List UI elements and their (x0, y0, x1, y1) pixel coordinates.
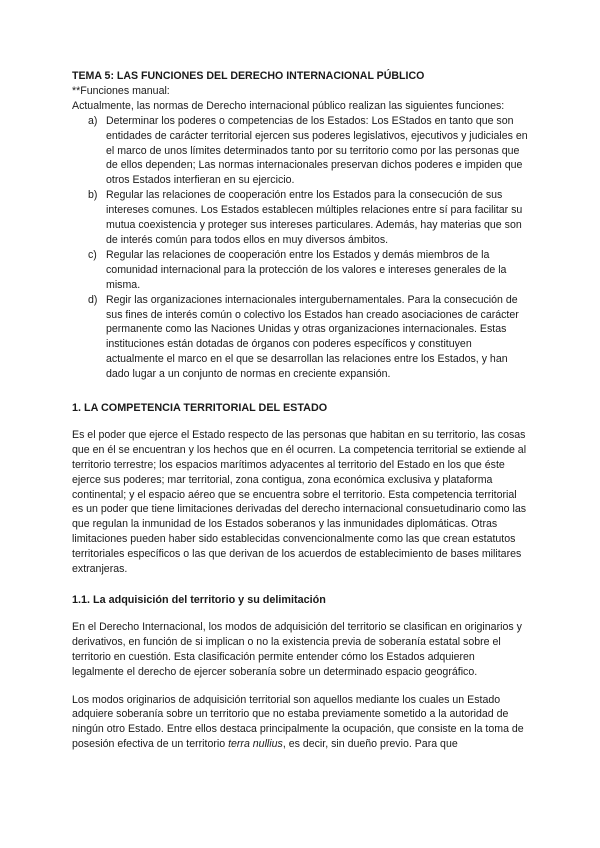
subtitle: **Funciones manual: (72, 84, 170, 97)
subsection-heading: 1.1. La adquisición del territorio y su delimitación (72, 594, 326, 606)
list-item (72, 248, 528, 293)
subsection-paragraph: En el Derecho Internacional, los modos de adquisición del territorio se clasifican en originarios y derivativos, en función de si implican o no la existencia previa de soberanía estatal sobre el territorio en cuestión. Esta clasificación permite entender cómo los Estados adquieren legalmente el derecho de ejercer soberanía sobre un determinado espacio geográfico. (72, 620, 522, 678)
paragraph-text: , es decir, sin dueño previo. Para que (282, 738, 458, 751)
document-body (72, 69, 528, 752)
list-item (72, 114, 528, 189)
intro-paragraph: Actualmente, las normas de Derecho internacional público realizan las siguientes funciones: (72, 99, 505, 112)
list-marker: c) (88, 248, 97, 261)
list-item (72, 188, 528, 248)
list-marker: b) (88, 189, 98, 202)
subsection-paragraph (72, 693, 528, 753)
paragraph-text: Los modos originarios de adquisición territorial son aquellos mediante los cuales un Estado adquiere soberanía sobre un territorio que no estaba previamente sometido a la autoridad de ningún otro Estado. Entre ellos destaca principalmente la ocupación, que consiste en la toma de posesión efectiva de un territorio (72, 693, 524, 751)
list-item-text: Regular las relaciones de cooperación entre los Estados para la consecución de sus intereses comunes. Los Estados establecen múltiples relaciones entre sí para facilitar su mutua coexistencia y proteger sus intereses particulares. Además, hay materias que son de interés común para todos ellos en muy diversos ámbitos. (106, 189, 523, 246)
section-heading: 1. LA COMPETENCIA TERRITORIAL DEL ESTADO (72, 402, 328, 415)
functions-list (72, 114, 528, 382)
list-marker: d) (88, 293, 98, 306)
list-item-text: Regular las relaciones de cooperación entre los Estados y demás miembros de la comunidad internacional para la protección de los valores e intereses generales de la misma. (106, 248, 507, 291)
italic-term: terra nullius (228, 738, 283, 751)
document-title: TEMA 5: LAS FUNCIONES DEL DERECHO INTERNACIONAL PÚBLICO (72, 70, 425, 82)
list-marker: a) (88, 114, 98, 127)
list-item-text: Regir las organizaciones internacionales intergubernamentales. Para la consecución de sus fines de interés común o colectivo los Estados han creado asociaciones de carácter permanente como las Naciones Unidas y otras organizaciones internacionales. Estas instituciones están dotadas de órganos con poderes específicos y constituyen actualmente el marco en el que se desarrollan las relaciones entre los Estados, y han dado lugar a un conjunto de normas en creciente expansión. (106, 293, 519, 381)
section-paragraph: Es el poder que ejerce el Estado respecto de las personas que habitan en su territorio, las cosas que en él se encuentran y los hechos que en él ocurren. La competencia territorial se extiende al territorio terrestre; los espacios marítimos adyacentes al territorio del Estado en los que éste ejerce sus poderes; mar territorial, zona contigua, zona económica exclusiva y plataforma continental; y el espacio aéreo que se encuentra sobre el territorio. Esta competencia territorial es un poder que tiene limitaciones derivadas del derecho internacional consuetudinario como las que regulan la inmunidad de los Estados soberanos y las inmunidades diplomáticas. Otras limitaciones pueden haber sido establecidas convencionalmente como las que crean estatutos territoriales específicos o las que derivan de los acuerdos de establecimiento de bases militares extranjeras. (72, 428, 527, 576)
list-item-text: Determinar los poderes o competencias de los Estados: Los EStados en tanto que son entidades de carácter territorial ejercen sus poderes legislativos, ejecutivos y judiciales en el marco de unos límites determinados tanto por su territorio como por las personas que de ellos dependen; Las normas internacionales preservan dichos poderes e impiden que otros Estados interfieran en su ejercicio. (106, 114, 528, 187)
list-item (72, 293, 528, 382)
